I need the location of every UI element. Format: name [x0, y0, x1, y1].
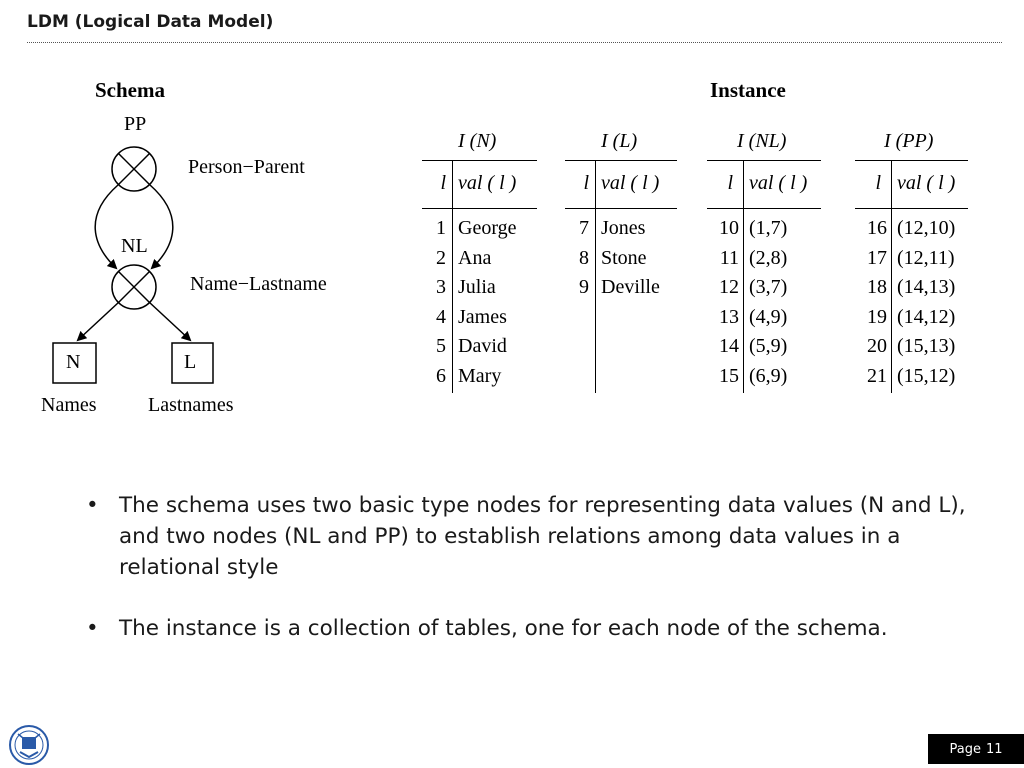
table-row: [422, 335, 537, 365]
table-row: [565, 247, 677, 277]
cell-val: (1,7): [749, 217, 788, 239]
col-val-header: val ( l ): [749, 172, 808, 194]
cell-val: Deville: [601, 276, 660, 299]
cell-val: (12,11): [897, 246, 955, 269]
cell-l: 14: [719, 335, 739, 358]
person-parent-label: Person−Parent: [188, 156, 305, 178]
header-rule: [707, 208, 821, 209]
cell-l: 6: [436, 364, 446, 387]
header-rule: [565, 208, 677, 209]
cell-l: 9: [579, 276, 589, 299]
instance-table-pp: [855, 125, 968, 395]
table-row: [855, 247, 968, 277]
bullet-symbol: •: [86, 493, 99, 518]
table-row: [422, 365, 537, 395]
pp-node: [112, 147, 156, 191]
header-rule: [422, 208, 537, 209]
table-title: I (PP): [884, 130, 934, 152]
table-row: [707, 365, 821, 395]
col-l-header: l: [440, 172, 446, 194]
cell-l: 12: [719, 276, 739, 299]
table-row: [565, 276, 677, 306]
col-l-header: l: [583, 172, 589, 194]
cell-l: 4: [436, 305, 446, 328]
cell-val: (4,9): [749, 305, 788, 328]
cell-val: (2,8): [749, 246, 788, 269]
cell-val: (15,12): [897, 364, 956, 387]
table-top-rule: [422, 160, 537, 161]
cell-l: 16: [867, 217, 887, 239]
col-val-header: val ( l ): [601, 172, 660, 194]
nl-l-edge: [149, 302, 190, 340]
pp-label: PP: [124, 113, 147, 135]
header-rule: [855, 208, 968, 209]
table-rows: [422, 217, 537, 395]
page-number: 11: [985, 741, 1003, 757]
table-rows: [707, 217, 821, 395]
cell-val: Ana: [458, 246, 492, 269]
table-row: [855, 306, 968, 336]
nl-n-edge: [78, 302, 119, 340]
bullet-symbol: •: [86, 616, 99, 641]
bullet-item: [86, 613, 966, 644]
table-row: [422, 276, 537, 306]
bullet-list: [86, 490, 966, 644]
instance-heading: Instance: [710, 78, 786, 102]
table-row: [707, 247, 821, 277]
table-row: [422, 306, 537, 336]
instance-table-nl: [707, 125, 821, 395]
table-row: [422, 247, 537, 277]
cell-l: 17: [867, 246, 887, 269]
cell-val: (14,12): [897, 305, 956, 328]
cell-val: Julia: [458, 276, 496, 299]
cell-val: Jones: [601, 217, 646, 239]
cell-val: (5,9): [749, 335, 788, 358]
table-row: [565, 217, 677, 247]
cell-val: Mary: [458, 364, 502, 387]
cell-l: 18: [867, 276, 887, 299]
l-label: L: [184, 351, 197, 373]
col-l-header: l: [727, 172, 733, 194]
cell-l: 8: [579, 246, 589, 269]
cell-l: 3: [436, 276, 446, 299]
cell-val: James: [458, 305, 507, 328]
table-rows: [565, 217, 677, 306]
cell-l: 13: [719, 305, 739, 328]
cell-val: (15,13): [897, 335, 956, 358]
cell-val: (6,9): [749, 364, 788, 387]
bullet-text: The instance is a collection of tables, one for each node of the schema.: [119, 616, 888, 641]
table-row: [855, 276, 968, 306]
university-emblem-icon: [8, 724, 50, 766]
table-title: I (L): [601, 130, 638, 152]
cell-val: George: [458, 217, 517, 239]
cell-l: 11: [719, 246, 739, 269]
table-row: [707, 335, 821, 365]
schema-heading: Schema: [95, 78, 165, 102]
cell-val: Stone: [601, 246, 647, 269]
cell-l: 19: [867, 305, 887, 328]
table-row: [855, 335, 968, 365]
names-label: Names: [41, 394, 97, 416]
pp-nl-edge-right: [150, 185, 173, 268]
table-title: I (NL): [737, 130, 787, 152]
table-top-rule: [707, 160, 821, 161]
cell-l: 7: [579, 217, 589, 239]
cell-l: 2: [436, 246, 446, 269]
lastnames-label: Lastnames: [148, 394, 234, 416]
instance-table-n: [422, 125, 537, 395]
n-label: N: [66, 351, 81, 373]
table-title: I (N): [458, 130, 497, 152]
cell-l: 10: [719, 217, 739, 239]
table-row: [855, 217, 968, 247]
cell-l: 15: [719, 364, 739, 387]
cell-val: David: [458, 335, 507, 358]
col-l-header: l: [875, 172, 881, 194]
cell-l: 5: [436, 335, 446, 358]
cell-val: (14,13): [897, 276, 956, 299]
table-row: [855, 365, 968, 395]
table-row: [707, 276, 821, 306]
table-row: [707, 217, 821, 247]
name-lastname-label: Name−Lastname: [190, 273, 327, 295]
cell-val: (12,10): [897, 217, 956, 239]
table-row: [422, 217, 537, 247]
col-val-header: val ( l ): [458, 172, 517, 194]
cell-l: 1: [436, 217, 446, 239]
bullet-text: The schema uses two basic type nodes for representing data values (N and L), and two nodes (NL and PP) to establish relations among data values in a relational style: [119, 493, 966, 580]
bullet-item: [86, 490, 966, 583]
cell-l: 21: [867, 364, 887, 387]
nl-label: NL: [121, 235, 148, 257]
table-row: [707, 306, 821, 336]
table-top-rule: [565, 160, 677, 161]
instance-table-l: [565, 125, 677, 395]
slide-title: LDM (Logical Data Model): [27, 12, 274, 32]
table-top-rule: [855, 160, 968, 161]
page-indicator: [928, 734, 1024, 764]
table-rows: [855, 217, 968, 395]
cell-val: (3,7): [749, 276, 788, 299]
col-val-header: val ( l ): [897, 172, 956, 194]
cell-l: 20: [867, 335, 887, 358]
pp-nl-edge-left: [95, 185, 118, 268]
page-label: Page: [949, 741, 981, 757]
